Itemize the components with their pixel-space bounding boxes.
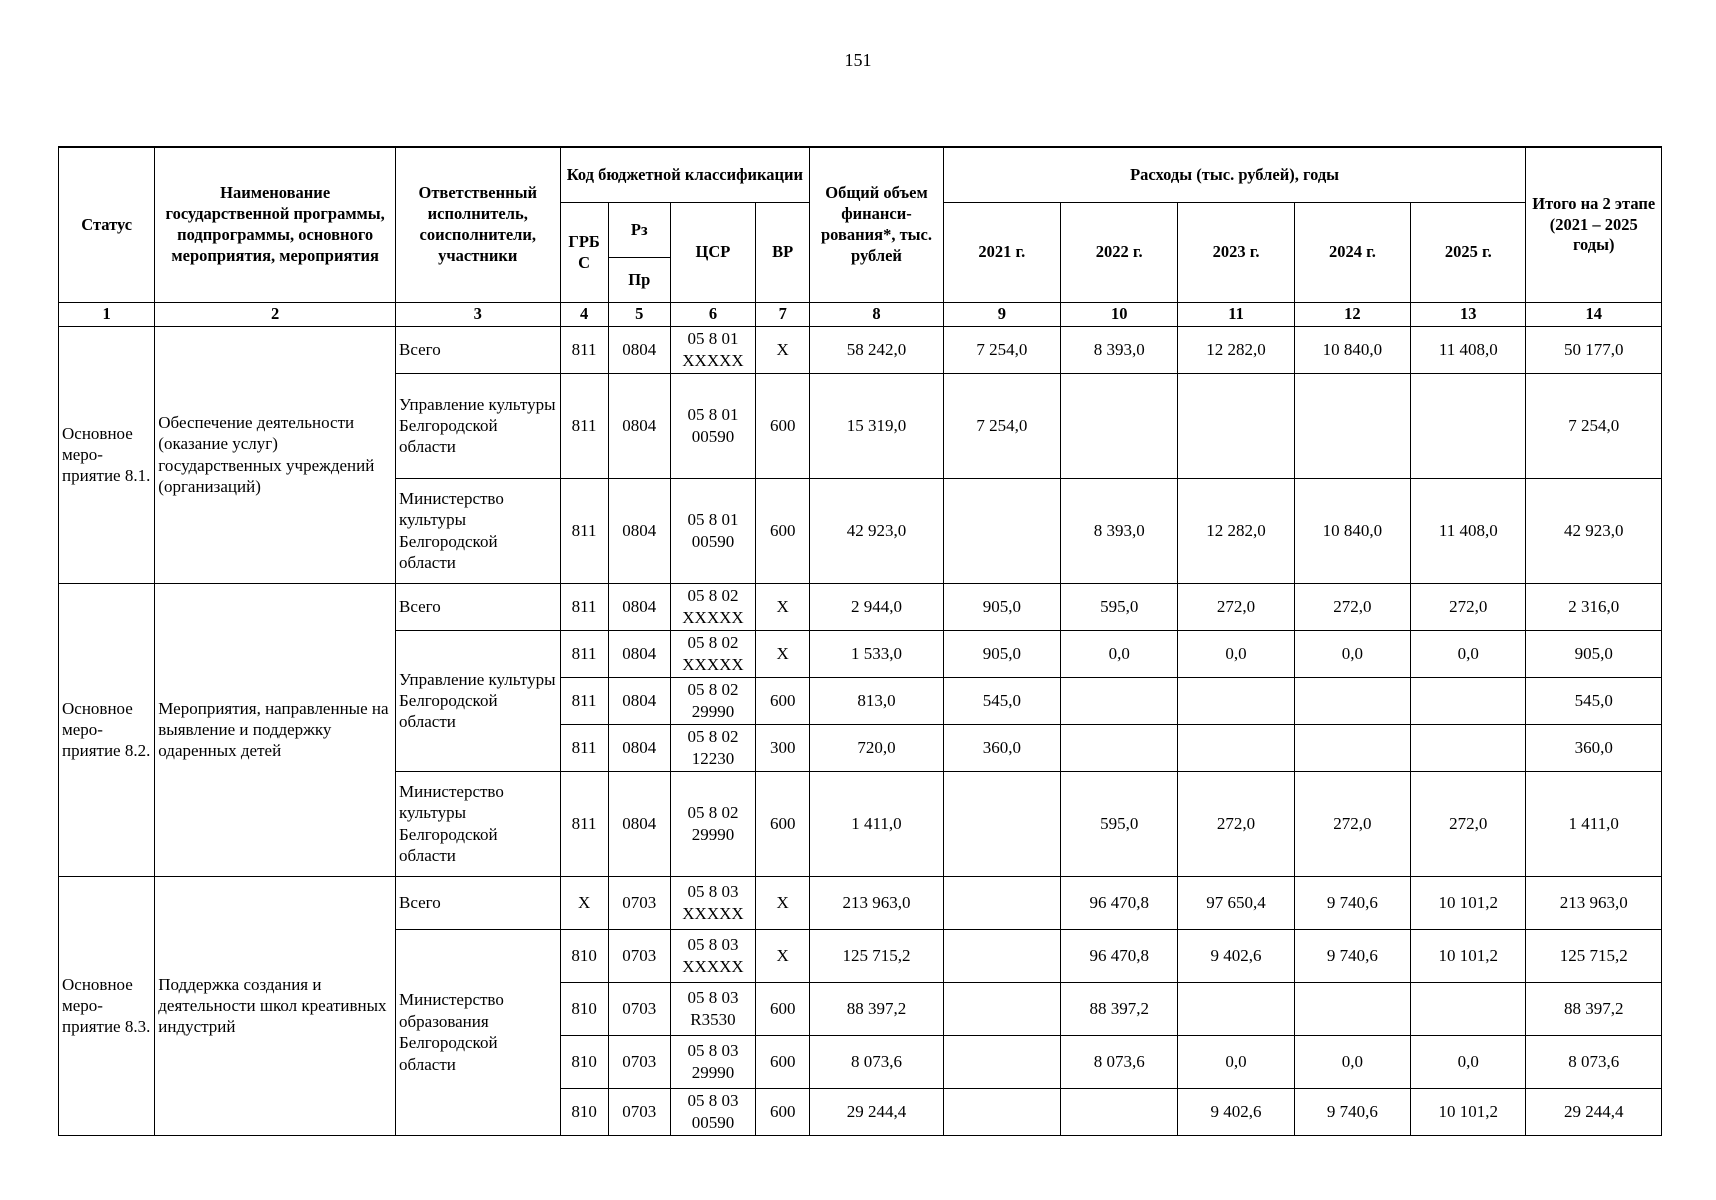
measure-name-cell: Обеспечение деятельности (оказание услуг) государственных учреждений (организаций) <box>155 326 396 583</box>
grbs-cell: 810 <box>560 1088 608 1135</box>
year-2024-cell <box>1294 677 1410 724</box>
grbs-cell: 810 <box>560 929 608 982</box>
header-budget-code: Код бюджетной классификации <box>560 147 810 203</box>
year-2023-cell <box>1178 724 1294 771</box>
rzpr-cell: 0804 <box>608 630 670 677</box>
status-cell: Основное меро-приятие 8.1. <box>59 326 155 583</box>
responsible-cell: Всего <box>396 876 561 929</box>
vr-cell: 300 <box>756 724 810 771</box>
csr-cell: 05 8 03 R3530 <box>670 982 755 1035</box>
status-cell: Основное меро-приятие 8.3. <box>59 876 155 1135</box>
total-cell: 213 963,0 <box>810 876 943 929</box>
csr-cell: 05 8 02 29990 <box>670 677 755 724</box>
vr-cell: 600 <box>756 1088 810 1135</box>
year-2023-cell: 272,0 <box>1178 771 1294 876</box>
rzpr-cell: 0804 <box>608 771 670 876</box>
year-2023-cell: 12 282,0 <box>1178 478 1294 583</box>
vr-cell: 600 <box>756 771 810 876</box>
year-2021-cell <box>943 1088 1060 1135</box>
grbs-cell: 811 <box>560 478 608 583</box>
col-number: 6 <box>670 303 755 327</box>
rzpr-cell: 0703 <box>608 876 670 929</box>
col-number: 13 <box>1411 303 1526 327</box>
table-row <box>59 583 1662 630</box>
rzpr-cell: 0804 <box>608 478 670 583</box>
col-number: 7 <box>756 303 810 327</box>
year-2021-cell <box>943 771 1060 876</box>
year-2022-cell <box>1061 724 1178 771</box>
vr-cell: 600 <box>756 478 810 583</box>
year-2021-cell: 7 254,0 <box>943 326 1060 373</box>
stage-total-cell: 29 244,4 <box>1526 1088 1662 1135</box>
col-number: 1 <box>59 303 155 327</box>
year-2022-cell: 8 393,0 <box>1061 478 1178 583</box>
responsible-cell: Министерство образования Белгородской области <box>396 929 561 1135</box>
year-2024-cell: 10 840,0 <box>1294 478 1410 583</box>
year-2025-cell: 272,0 <box>1411 771 1526 876</box>
year-2023-cell: 97 650,4 <box>1178 876 1294 929</box>
grbs-cell: 810 <box>560 982 608 1035</box>
rzpr-cell: 0703 <box>608 1035 670 1088</box>
header-status: Статус <box>59 147 155 303</box>
responsible-cell: Управление культуры Белгородской области <box>396 373 561 478</box>
table-body <box>59 326 1662 1135</box>
csr-cell: 05 8 03 XXXXX <box>670 876 755 929</box>
grbs-cell: 811 <box>560 583 608 630</box>
measure-name-cell: Поддержка создания и деятельности школ креативных индустрий <box>155 876 396 1135</box>
rzpr-cell: 0804 <box>608 326 670 373</box>
total-cell: 2 944,0 <box>810 583 943 630</box>
year-2023-cell <box>1178 373 1294 478</box>
grbs-cell: 811 <box>560 677 608 724</box>
year-2021-cell <box>943 982 1060 1035</box>
stage-total-cell: 88 397,2 <box>1526 982 1662 1035</box>
year-2022-cell: 96 470,8 <box>1061 929 1178 982</box>
stage-total-cell: 1 411,0 <box>1526 771 1662 876</box>
year-2023-cell <box>1178 982 1294 1035</box>
total-cell: 29 244,4 <box>810 1088 943 1135</box>
csr-cell: 05 8 01 00590 <box>670 478 755 583</box>
col-number: 3 <box>396 303 561 327</box>
year-2024-cell <box>1294 724 1410 771</box>
csr-cell: 05 8 02 12230 <box>670 724 755 771</box>
stage-total-cell: 2 316,0 <box>1526 583 1662 630</box>
year-2022-cell: 0,0 <box>1061 630 1178 677</box>
year-2022-cell: 595,0 <box>1061 771 1178 876</box>
stage-total-cell: 125 715,2 <box>1526 929 1662 982</box>
responsible-cell: Министерство культуры Белгородской области <box>396 771 561 876</box>
year-2024-cell: 0,0 <box>1294 1035 1410 1088</box>
table-header <box>59 147 1662 326</box>
header-vr: ВР <box>756 203 810 303</box>
year-2023-cell: 0,0 <box>1178 1035 1294 1088</box>
year-2024-cell: 9 740,6 <box>1294 876 1410 929</box>
year-2021-cell <box>943 1035 1060 1088</box>
year-2022-cell: 8 393,0 <box>1061 326 1178 373</box>
year-2025-cell <box>1411 373 1526 478</box>
year-2021-cell: 905,0 <box>943 630 1060 677</box>
col-number: 12 <box>1294 303 1410 327</box>
year-2024-cell <box>1294 373 1410 478</box>
year-2021-cell: 7 254,0 <box>943 373 1060 478</box>
vr-cell: X <box>756 630 810 677</box>
year-2023-cell: 0,0 <box>1178 630 1294 677</box>
csr-cell: 05 8 03 00590 <box>670 1088 755 1135</box>
grbs-cell: 811 <box>560 326 608 373</box>
stage-total-cell: 7 254,0 <box>1526 373 1662 478</box>
stage-total-cell: 213 963,0 <box>1526 876 1662 929</box>
year-2024-cell: 9 740,6 <box>1294 929 1410 982</box>
rzpr-cell: 0804 <box>608 677 670 724</box>
csr-cell: 05 8 03 XXXXX <box>670 929 755 982</box>
year-2025-cell <box>1411 724 1526 771</box>
responsible-cell: Всего <box>396 326 561 373</box>
year-2022-cell: 595,0 <box>1061 583 1178 630</box>
vr-cell: X <box>756 929 810 982</box>
vr-cell: X <box>756 583 810 630</box>
rzpr-cell: 0804 <box>608 373 670 478</box>
total-cell: 42 923,0 <box>810 478 943 583</box>
year-2025-cell: 0,0 <box>1411 630 1526 677</box>
csr-cell: 05 8 02 XXXXX <box>670 630 755 677</box>
year-2021-cell: 360,0 <box>943 724 1060 771</box>
stage-total-cell: 905,0 <box>1526 630 1662 677</box>
year-2022-cell: 8 073,6 <box>1061 1035 1178 1088</box>
csr-cell: 05 8 02 29990 <box>670 771 755 876</box>
year-2022-cell: 96 470,8 <box>1061 876 1178 929</box>
stage-total-cell: 42 923,0 <box>1526 478 1662 583</box>
grbs-cell: 811 <box>560 630 608 677</box>
year-2025-cell: 0,0 <box>1411 1035 1526 1088</box>
total-cell: 1 533,0 <box>810 630 943 677</box>
vr-cell: X <box>756 876 810 929</box>
header-grbs: ГРБС <box>560 203 608 303</box>
year-2022-cell <box>1061 1088 1178 1135</box>
csr-cell: 05 8 01 00590 <box>670 373 755 478</box>
grbs-cell: 810 <box>560 1035 608 1088</box>
year-2021-cell: 545,0 <box>943 677 1060 724</box>
csr-cell: 05 8 02 XXXXX <box>670 583 755 630</box>
col-number: 4 <box>560 303 608 327</box>
year-2025-cell: 10 101,2 <box>1411 929 1526 982</box>
grbs-cell: X <box>560 876 608 929</box>
year-2023-cell: 9 402,6 <box>1178 929 1294 982</box>
year-2023-cell <box>1178 677 1294 724</box>
year-2024-cell <box>1294 982 1410 1035</box>
year-2021-cell <box>943 478 1060 583</box>
status-cell: Основное меро-приятие 8.2. <box>59 583 155 876</box>
year-2021-cell: 905,0 <box>943 583 1060 630</box>
stage-total-cell: 545,0 <box>1526 677 1662 724</box>
year-2024-cell: 0,0 <box>1294 630 1410 677</box>
col-number: 11 <box>1178 303 1294 327</box>
year-2023-cell: 12 282,0 <box>1178 326 1294 373</box>
rzpr-cell: 0804 <box>608 583 670 630</box>
header-year-2025: 2025 г. <box>1411 203 1526 303</box>
rzpr-cell: 0804 <box>608 724 670 771</box>
header-rz: Рз <box>608 203 670 258</box>
col-number: 2 <box>155 303 396 327</box>
header-csr: ЦСР <box>670 203 755 303</box>
stage-total-cell: 50 177,0 <box>1526 326 1662 373</box>
year-2025-cell <box>1411 677 1526 724</box>
year-2025-cell: 11 408,0 <box>1411 478 1526 583</box>
year-2022-cell: 88 397,2 <box>1061 982 1178 1035</box>
total-cell: 88 397,2 <box>810 982 943 1035</box>
rzpr-cell: 0703 <box>608 982 670 1035</box>
responsible-cell: Министерство культуры Белгородской области <box>396 478 561 583</box>
total-cell: 813,0 <box>810 677 943 724</box>
year-2025-cell: 272,0 <box>1411 583 1526 630</box>
header-year-2024: 2024 г. <box>1294 203 1410 303</box>
col-number: 5 <box>608 303 670 327</box>
year-2025-cell: 11 408,0 <box>1411 326 1526 373</box>
grbs-cell: 811 <box>560 724 608 771</box>
page-number: 151 <box>844 50 872 70</box>
stage-total-cell: 8 073,6 <box>1526 1035 1662 1088</box>
responsible-cell: Управление культуры Белгородской области <box>396 630 561 771</box>
csr-cell: 05 8 03 29990 <box>670 1035 755 1088</box>
budget-table <box>58 146 1662 1136</box>
header-pr: Пр <box>608 258 670 303</box>
year-2024-cell: 272,0 <box>1294 771 1410 876</box>
vr-cell: 600 <box>756 1035 810 1088</box>
vr-cell: 600 <box>756 982 810 1035</box>
header-year-2022: 2022 г. <box>1061 203 1178 303</box>
csr-cell: 05 8 01 XXXXX <box>670 326 755 373</box>
header-name: Наименование государственной программы, подпрограммы, основного мероприятия, мероприятия <box>155 147 396 303</box>
header-year-2021: 2021 г. <box>943 203 1060 303</box>
year-2024-cell: 9 740,6 <box>1294 1088 1410 1135</box>
total-cell: 1 411,0 <box>810 771 943 876</box>
year-2023-cell: 272,0 <box>1178 583 1294 630</box>
vr-cell: X <box>756 326 810 373</box>
rzpr-cell: 0703 <box>608 1088 670 1135</box>
vr-cell: 600 <box>756 677 810 724</box>
header-stage-total: Итого на 2 этапе (2021 – 2025 годы) <box>1526 147 1662 303</box>
year-2025-cell: 10 101,2 <box>1411 1088 1526 1135</box>
header-expenses: Расходы (тыс. рублей), годы <box>943 147 1526 203</box>
year-2022-cell <box>1061 373 1178 478</box>
responsible-cell: Всего <box>396 583 561 630</box>
table-row <box>59 326 1662 373</box>
year-2023-cell: 9 402,6 <box>1178 1088 1294 1135</box>
rzpr-cell: 0703 <box>608 929 670 982</box>
table-row <box>59 876 1662 929</box>
grbs-cell: 811 <box>560 771 608 876</box>
column-numbers-row <box>59 303 1662 327</box>
stage-total-cell: 360,0 <box>1526 724 1662 771</box>
year-2022-cell <box>1061 677 1178 724</box>
year-2024-cell: 272,0 <box>1294 583 1410 630</box>
vr-cell: 600 <box>756 373 810 478</box>
year-2021-cell <box>943 929 1060 982</box>
year-2024-cell: 10 840,0 <box>1294 326 1410 373</box>
year-2025-cell <box>1411 982 1526 1035</box>
col-number: 14 <box>1526 303 1662 327</box>
col-number: 8 <box>810 303 943 327</box>
total-cell: 125 715,2 <box>810 929 943 982</box>
grbs-cell: 811 <box>560 373 608 478</box>
year-2025-cell: 10 101,2 <box>1411 876 1526 929</box>
col-number: 10 <box>1061 303 1178 327</box>
header-responsible: Ответственный исполнитель, соисполнители, участники <box>396 147 561 303</box>
total-cell: 720,0 <box>810 724 943 771</box>
header-year-2023: 2023 г. <box>1178 203 1294 303</box>
total-cell: 15 319,0 <box>810 373 943 478</box>
year-2021-cell <box>943 876 1060 929</box>
measure-name-cell: Мероприятия, направленные на выявление и поддержку одаренных детей <box>155 583 396 876</box>
total-cell: 58 242,0 <box>810 326 943 373</box>
total-cell: 8 073,6 <box>810 1035 943 1088</box>
col-number: 9 <box>943 303 1060 327</box>
header-total-volume: Общий объем финанси-рования*, тыс. рублей <box>810 147 943 303</box>
